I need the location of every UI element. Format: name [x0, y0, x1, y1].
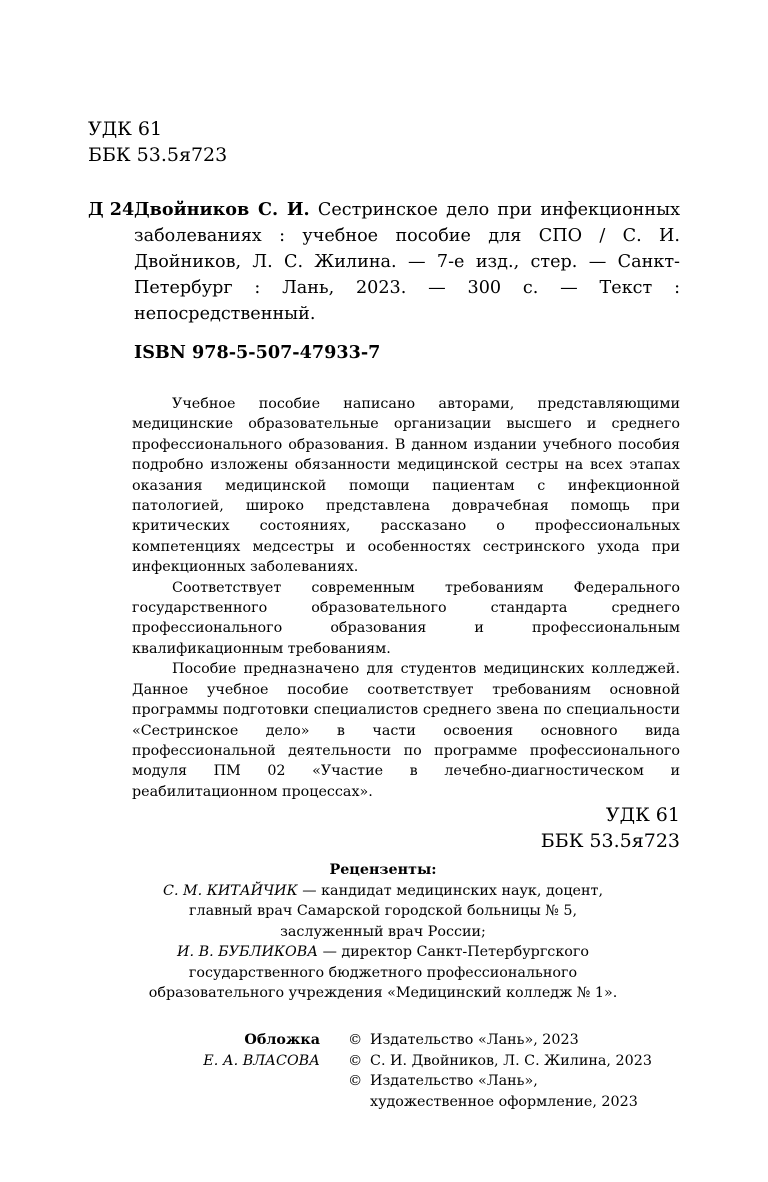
copyright-line-continued: художественное оформление, 2023 — [370, 1093, 638, 1110]
entry-author: Двойников С. И. — [134, 199, 310, 220]
copyright-block — [348, 1030, 678, 1112]
copyright-text: Издательство «Лань», 2023 — [370, 1032, 579, 1048]
reviewer-2-name: И. В. БУБЛИКОВА — [177, 944, 319, 960]
cover-credit — [180, 1030, 320, 1071]
annotation-paragraph: Пособие предназначено для студентов медицинских колледжей. Данное учебное пособие соответствует требованиям основной программы подготовки специалистов среднего звена по специальности «Сестринское дело» в части освоения основного вида профессиональной деятельности по программе профессионального модуля ПМ 02 «Участие в лечебно-диагностическом и реабилитационном процессах». — [132, 661, 680, 800]
copyright-symbol: © — [348, 1073, 363, 1089]
reviewers-heading: Рецензенты: — [329, 862, 437, 878]
isbn: ISBN 978-5-507-47933-7 — [134, 342, 381, 363]
copyright-line — [348, 1030, 678, 1051]
annotation-paragraph: Учебное пособие написано авторами, представляющими медицинские образовательные организации высшего и среднего профессионального образования. В данном издании учебного пособия подробно изложены обязанности медицинской сестры на всех этапах оказания медицинской помощи пациентам с инфекционной патологией, широко представлена доврачебная помощь при критических состояниях, рассказано о профессиональных компетенциях медсестры и особенностях сестринского ухода при инфекционных заболеваниях. — [132, 396, 680, 576]
copyright-symbol: © — [348, 1032, 363, 1048]
bbk-code-repeat: ББК 53.5я723 — [540, 830, 680, 852]
copyright-line — [348, 1051, 678, 1072]
reviewers — [100, 860, 666, 1004]
reviewer-2-line1 — [100, 942, 666, 963]
author-sign: Д 24 — [88, 199, 135, 220]
reviewer-1-title: — кандидат медицинских наук, доцент, — [297, 882, 603, 899]
udk-code: УДК 61 — [88, 118, 163, 140]
bibliographic-description — [134, 197, 680, 327]
annotation — [132, 394, 680, 802]
entry-description: Сестринское дело при инфекционных заболеваниях : учебное пособие для СПО / С. И. Двойников, Л. С. Жилина. — 7-е изд., стер. — Санкт-Петербург : Лань, 2023. — 300 с. — Текст : непосредственный. — [134, 200, 680, 324]
udk-code-repeat: УДК 61 — [605, 804, 680, 826]
classification-codes — [88, 116, 227, 168]
reviewer-1-line1 — [100, 881, 666, 902]
classification-codes-repeat — [541, 802, 680, 854]
reviewer-1-line3: заслуженный врач России; — [280, 923, 486, 940]
copyright-text: С. И. Двойников, Л. С. Жилина, 2023 — [370, 1052, 652, 1069]
copyright-line — [348, 1071, 678, 1092]
reviewer-2-title: — директор Санкт-Петербургского — [318, 944, 589, 960]
copyright-symbol: © — [348, 1052, 363, 1069]
reviewer-1-name: С. М. КИТАЙЧИК — [163, 882, 298, 899]
reviewer-2-line3: образовательного учреждения «Медицинский колледж № 1». — [148, 985, 618, 1001]
copyright-text: Издательство «Лань», — [370, 1073, 538, 1089]
cover-designer: Е. А. ВЛАСОВА — [203, 1052, 320, 1069]
bbk-code: ББК 53.5я723 — [88, 144, 228, 166]
annotation-paragraph: Соответствует современным требованиям Федерального государственного образовательного стандарта среднего профессионального образования и профессиональным квалификационным требованиям. — [132, 579, 680, 657]
reviewer-2-line2: государственного бюджетного профессионального — [188, 964, 578, 981]
reviewer-1-line2: главный врач Самарской городской больницы № 5, — [189, 903, 577, 919]
cover-label: Обложка — [244, 1032, 320, 1048]
